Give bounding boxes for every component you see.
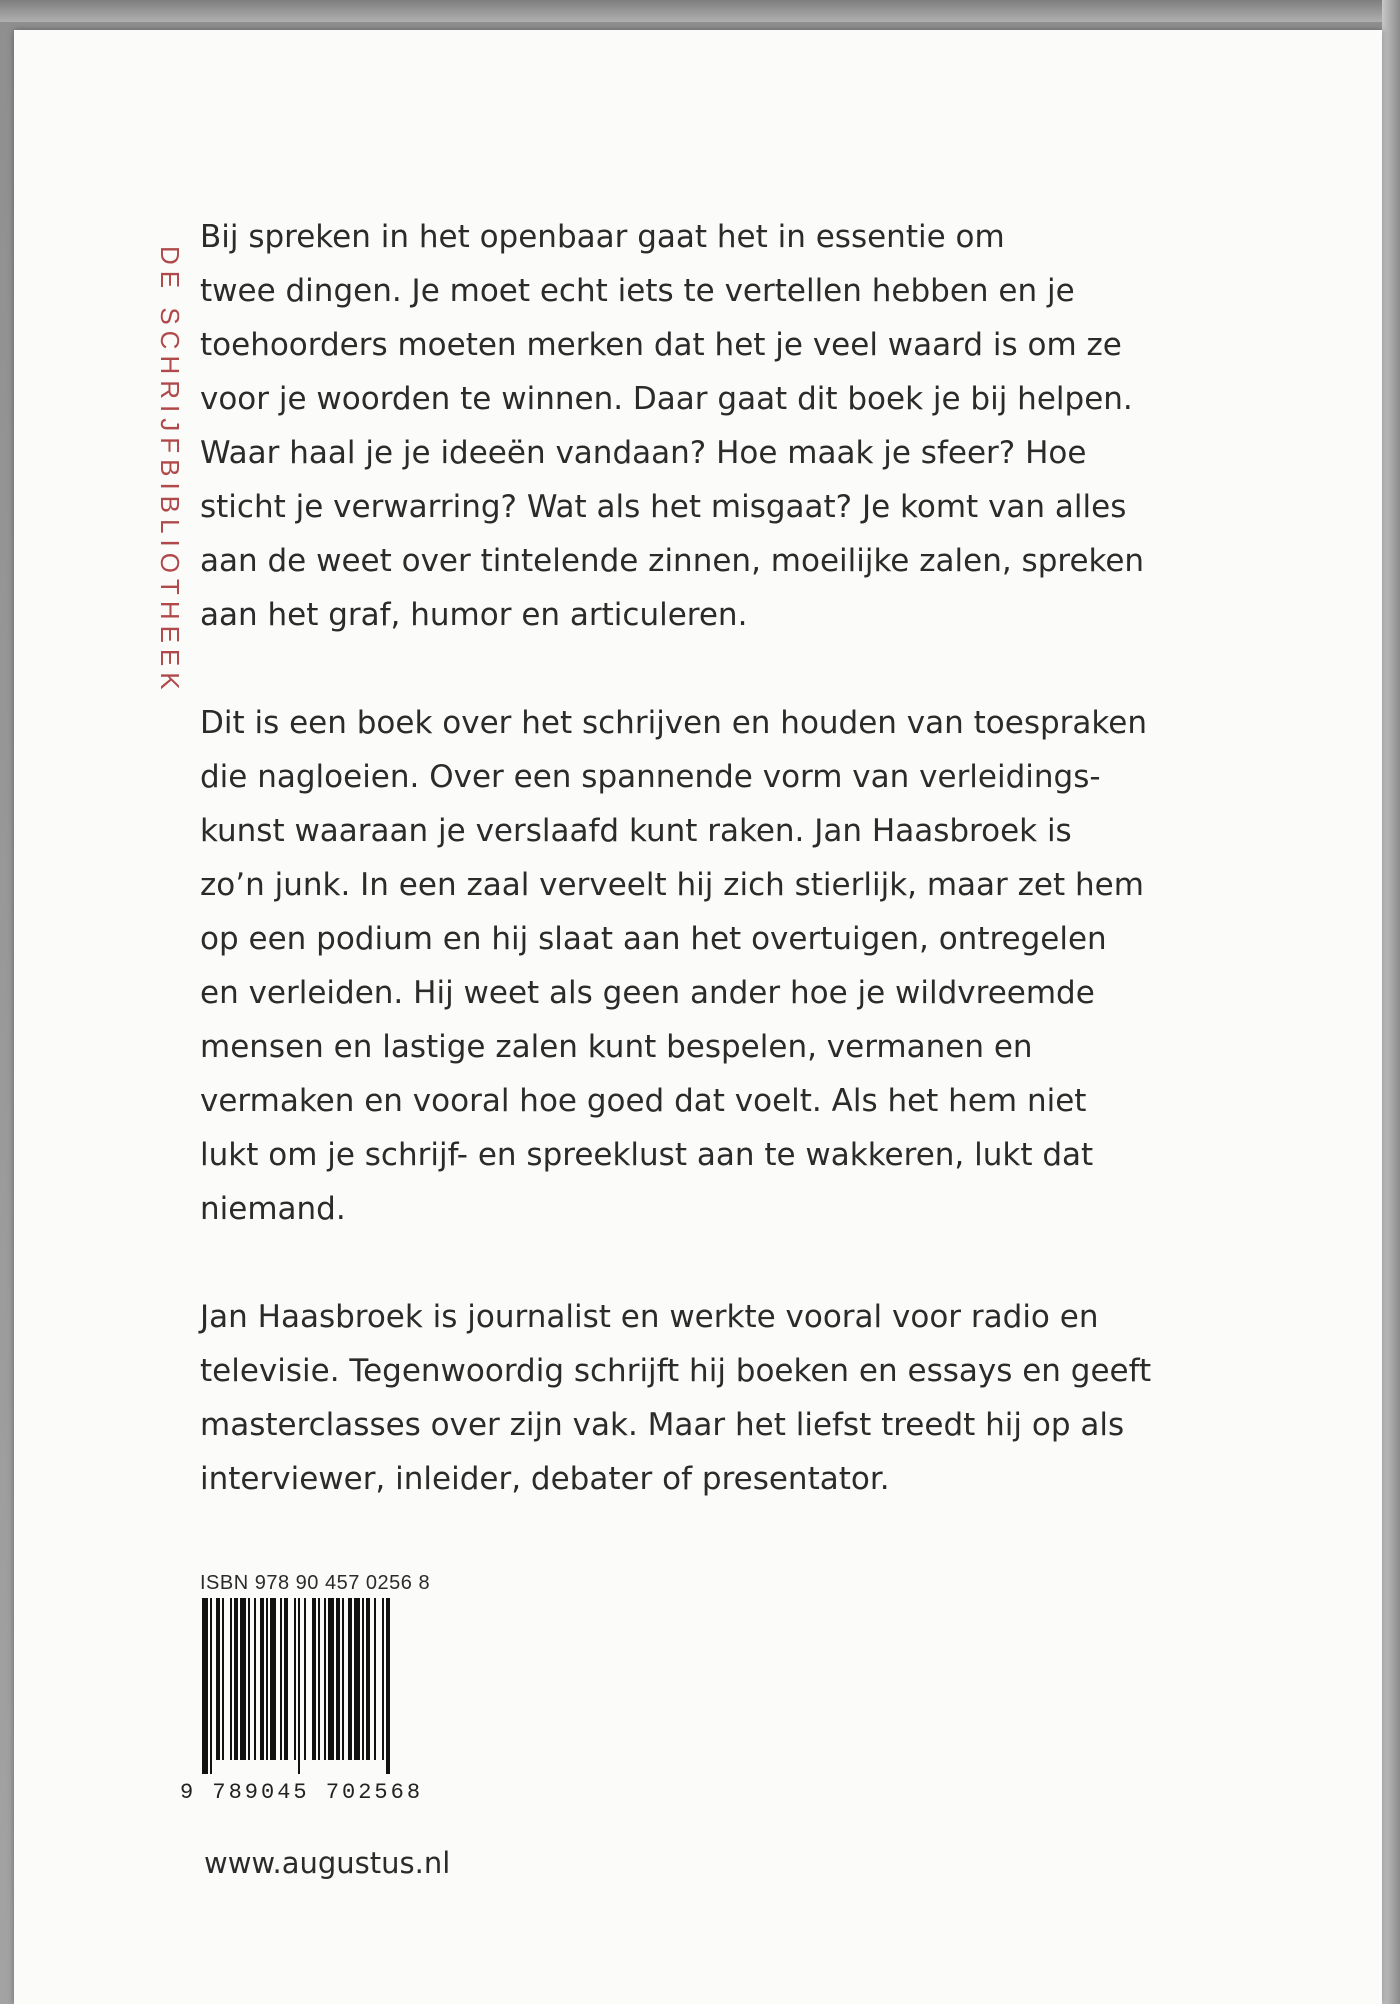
barcode-bar	[222, 1598, 224, 1760]
text-line: vermaken en vooral hoe goed dat voelt. Als het hem niet	[200, 1083, 1087, 1119]
barcode-bar	[210, 1598, 212, 1774]
text-line: twee dingen. Je moet echt iets te vertellen hebben en je	[200, 273, 1075, 309]
text-line: sticht je verwarring? Wat als het misgaat? Je komt van alles	[200, 489, 1127, 525]
barcode-bar	[312, 1598, 316, 1760]
text-line: masterclasses over zijn vak. Maar het liefst treedt hij op als	[200, 1407, 1125, 1443]
text-line: Waar haal je je ideeën vandaan? Hoe maak je sfeer? Hoe	[200, 435, 1087, 471]
text-line: Jan Haasbroek is journalist en werkte vooral voor radio en	[200, 1299, 1099, 1335]
barcode-bar	[294, 1598, 296, 1760]
text-line: niemand.	[200, 1191, 346, 1227]
barcode-bar	[354, 1598, 360, 1760]
book-top-edge	[0, 0, 1400, 22]
barcode-bar	[230, 1598, 232, 1760]
barcode-digits: 9 789045 702568	[180, 1780, 424, 1805]
text-line: op een podium en hij slaat aan het overtuigen, ontregelen	[200, 921, 1107, 957]
text-line: aan de weet over tintelende zinnen, moeilijke zalen, spreken	[200, 543, 1145, 579]
barcode-bar	[248, 1598, 250, 1760]
blurb-text	[200, 210, 1200, 1560]
blurb-paragraph-1	[200, 210, 1200, 642]
text-line: zo’n junk. In een zaal verveelt hij zich stierlijk, maar zet hem	[200, 867, 1144, 903]
barcode-bar	[342, 1598, 344, 1760]
barcode-bar	[324, 1598, 326, 1760]
barcode-bar	[304, 1598, 306, 1760]
book-right-edge	[1382, 0, 1400, 2004]
text-line: kunst waaraan je verslaafd kunt raken. Jan Haasbroek is	[200, 813, 1072, 849]
text-line: Bij spreken in het openbaar gaat het in essentie om	[200, 219, 1005, 255]
author-bio-paragraph	[200, 1290, 1200, 1506]
text-line: lukt om je schrijf- en spreeklust aan te wakkeren, lukt dat	[200, 1137, 1094, 1173]
barcode-bar	[234, 1598, 238, 1760]
barcode-bar	[318, 1598, 320, 1760]
text-line: Dit is een boek over het schrijven en houden van toespraken	[200, 705, 1147, 741]
barcode-bar	[382, 1598, 384, 1760]
barcode-bar	[328, 1598, 334, 1760]
barcode-bar	[298, 1598, 300, 1774]
barcode-bar	[284, 1598, 288, 1760]
text-line: toehoorders moeten merken dat het je veel waard is om ze	[200, 327, 1122, 363]
text-line: televisie. Tegenwoordig schrijft hij boeken en essays en geeft	[200, 1353, 1152, 1389]
barcode-bar	[366, 1598, 370, 1760]
barcode-bar	[254, 1598, 256, 1760]
blurb-paragraph-2	[200, 696, 1200, 1236]
text-line: mensen en lastige zalen kunt bespelen, vermanen en	[200, 1029, 1033, 1065]
text-line: die nagloeien. Over een spannende vorm van verleidings-	[200, 759, 1101, 795]
barcode-bar	[270, 1598, 276, 1760]
text-line: voor je woorden te winnen. Daar gaat dit boek je bij helpen.	[200, 381, 1133, 417]
text-line: en verleiden. Hij weet als geen ander hoe je wildvreemde	[200, 975, 1095, 1011]
barcode-bar	[260, 1598, 264, 1760]
barcode	[200, 1598, 454, 1774]
barcode-bar	[266, 1598, 268, 1760]
barcode-bar	[336, 1598, 340, 1760]
barcode-bar	[348, 1598, 352, 1760]
barcode-bar	[240, 1598, 246, 1760]
publisher-website: www.augustus.nl	[204, 1846, 451, 1880]
barcode-bar	[216, 1598, 220, 1760]
barcode-bar	[362, 1598, 364, 1760]
barcode-bar	[374, 1598, 376, 1760]
barcode-bar	[280, 1598, 282, 1760]
text-line: interviewer, inleider, debater of presentator.	[200, 1461, 890, 1497]
isbn-label: ISBN 978 90 457 0256 8	[200, 1572, 431, 1594]
barcode-bar	[202, 1598, 208, 1774]
barcode-bar	[386, 1598, 390, 1774]
series-label: DE SCHRIJFBIBLIOTHEEK	[155, 246, 185, 696]
text-line: aan het graf, humor en articuleren.	[200, 597, 748, 633]
